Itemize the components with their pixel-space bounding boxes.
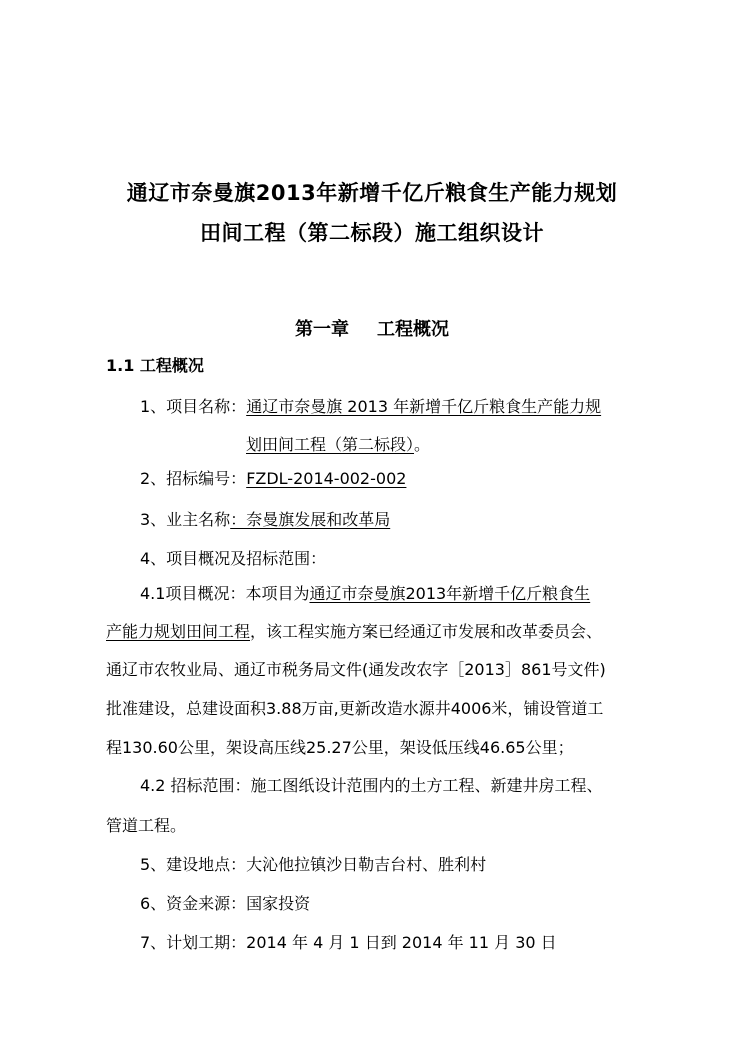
- item-owner-value: ：奈曼旗发展和改革局: [230, 510, 391, 529]
- para-overview-project: 通辽市奈曼旗2013年新增千亿斤粮食生: [309, 584, 591, 603]
- item-bid-number-value: FZDL-2014-002-002: [246, 469, 407, 488]
- para-overview-lead: 4.1项目概况：本项目为: [140, 584, 310, 603]
- para-overview-line2: [106, 619, 602, 642]
- section-heading: 1.1 工程概况: [106, 356, 204, 375]
- item-project-name-end: 。: [414, 435, 431, 454]
- para-scope-line2: 管道工程。: [106, 816, 187, 835]
- para-overview-project-cont: 产能力规划田间工程: [106, 622, 251, 641]
- item-project-name-cont: [246, 432, 430, 455]
- item-bid-number: [140, 466, 406, 489]
- item-location: 5、建设地点：大沁他拉镇沙日勒吉台村、胜利村: [140, 855, 487, 874]
- chapter-title: 工程概况: [377, 319, 449, 340]
- item-owner-label: 3、业主名称: [140, 510, 231, 529]
- item-project-name-value-cont: 划田间工程（第二标段）: [246, 435, 415, 454]
- chapter-heading: [0, 315, 744, 341]
- item-bid-number-label: 2、招标编号：: [140, 469, 247, 488]
- item-project-name: [140, 394, 601, 417]
- para-scope-line1: 4.2 招标范围：施工图纸设计范围内的土方工程、新建井房工程、: [140, 776, 603, 795]
- document-title-line1: 通辽市奈曼旗2013年新增千亿斤粮食生产能力规划: [126, 181, 618, 205]
- chapter-number: 第一章: [295, 319, 349, 340]
- document-title-line2: 田间工程（第二标段）施工组织设计: [200, 221, 544, 245]
- para-overview-approval: ，该工程实施方案已经通辽市发展和改革委员会、: [250, 622, 603, 641]
- item-funding: 6、资金来源：国家投资: [140, 894, 311, 913]
- item-project-name-label: 1、项目名称：: [140, 397, 247, 416]
- item-overview-scope: 4、项目概况及招标范围：: [140, 549, 327, 568]
- item-project-name-value: 通辽市奈曼旗 2013 年新增千亿斤粮食生产能力规: [246, 397, 602, 416]
- item-schedule: 7、计划工期：2014 年 4 月 1 日到 2014 年 11 月 30 日: [140, 933, 557, 952]
- para-overview-line4: 批准建设，总建设面积3.88万亩,更新改造水源井4006米，铺设管道工: [106, 699, 604, 718]
- item-owner: [140, 507, 390, 530]
- para-overview-line5: 程130.60公里，架设高压线25.27公里，架设低压线46.65公里；: [106, 738, 574, 757]
- para-overview-line1: [140, 581, 590, 604]
- para-overview-line3: 通辽市农牧业局、通辽市税务局文件(通发改农字［2013］861号文件): [106, 660, 606, 679]
